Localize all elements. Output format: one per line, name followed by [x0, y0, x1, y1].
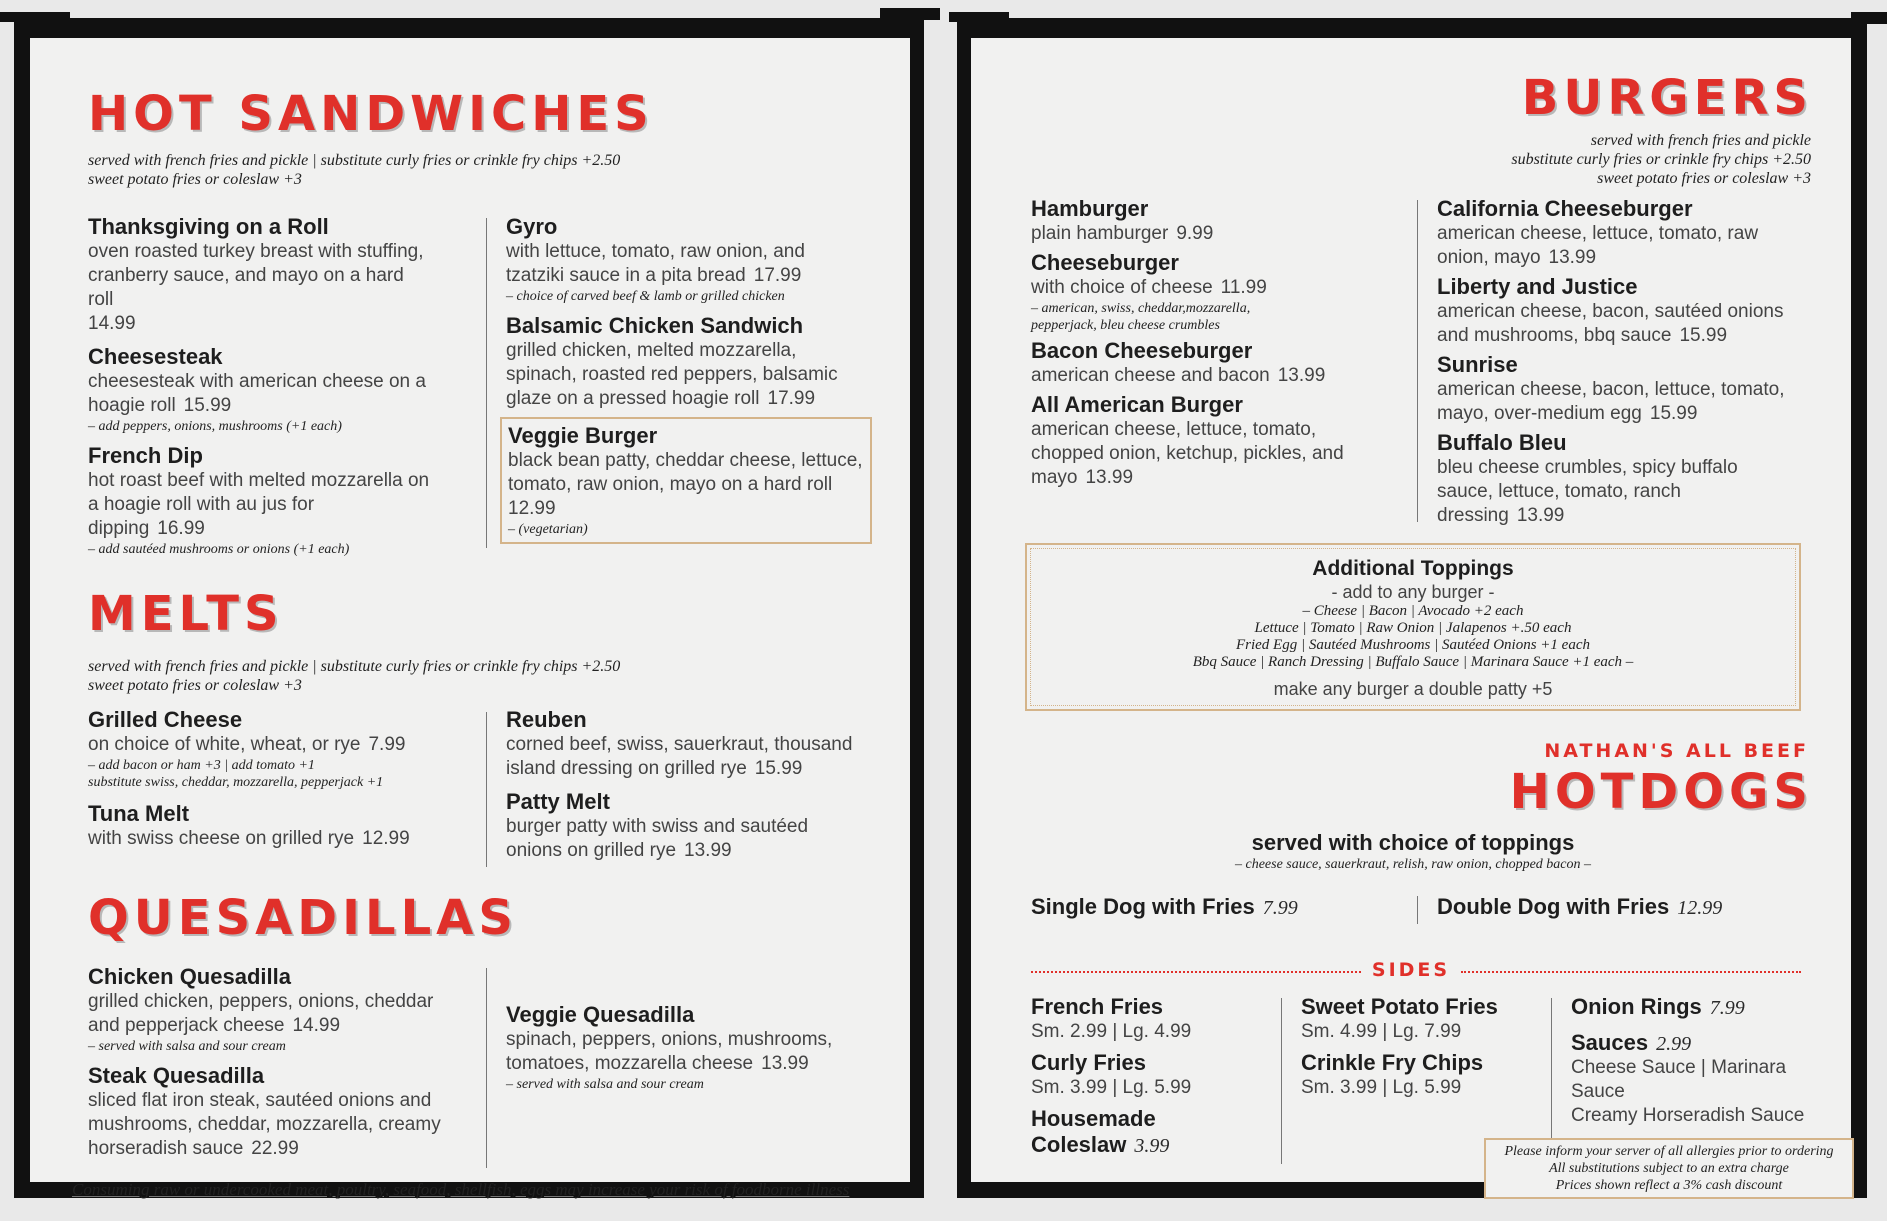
menu-item	[506, 789, 861, 863]
item-name: Tuna Melt	[88, 801, 190, 826]
item-name: Crinkle Fry Chips	[1301, 1050, 1484, 1075]
side-item	[1031, 1050, 1271, 1100]
item-name: All American Burger	[1031, 392, 1243, 417]
item-name: Curly Fries	[1031, 1050, 1146, 1075]
allergy-disclaimer-box	[1484, 1138, 1854, 1199]
double-dog-item	[1437, 894, 1722, 920]
desc-text: bleu cheese crumbles, spicy buffalo sauce, lettuce, tomato, ranch dressing	[1437, 457, 1738, 526]
note-line: substitute curly fries or crinkle fry chips +2.50	[1511, 151, 1811, 168]
sides-divider-left	[1031, 971, 1361, 973]
item-name: Onion Rings	[1571, 994, 1702, 1019]
sandwich-col-right	[506, 214, 861, 544]
quesadillas-title: QUESADILLAS	[88, 890, 518, 946]
item-name: Steak Quesadilla	[88, 1063, 265, 1088]
toppings-title: Additional Toppings	[1312, 557, 1514, 580]
double-patty-note: make any burger a double patty +5	[1273, 679, 1553, 699]
desc-text: spinach, peppers, onions, mushrooms, tomatoes, mozzarella cheese	[506, 1029, 833, 1074]
disclaimer-line: All substitutions subject to an extra charge	[1549, 1161, 1789, 1176]
item-price: 15.99	[754, 758, 803, 779]
item-desc	[1031, 276, 1376, 300]
toppings-line: – Cheese | Bacon | Avocado +2 each	[1302, 603, 1524, 619]
desc-text: grilled chicken, melted mozzarella, spinach, roasted red peppers, balsamic glaze on a pressed hoagie roll	[506, 340, 838, 409]
menu-item	[1031, 392, 1376, 490]
item-price: 15.99	[1679, 325, 1728, 346]
menu-item	[1437, 196, 1797, 270]
column-divider	[1417, 200, 1418, 522]
sides-col-2	[1301, 994, 1541, 1100]
item-note: – add peppers, onions, mushrooms (+1 each)	[88, 419, 342, 434]
item-desc	[506, 815, 861, 863]
item-desc	[88, 990, 448, 1038]
burgers-col-left	[1031, 196, 1376, 490]
menu-item	[1437, 430, 1797, 528]
brush-stroke	[0, 12, 70, 22]
menu-item	[506, 214, 861, 305]
item-desc	[1031, 418, 1376, 490]
item-name: Patty Melt	[506, 789, 610, 814]
item-name: Coleslaw	[1031, 1132, 1127, 1157]
item-price: 3.99	[1134, 1135, 1170, 1157]
desc-text: corned beef, swiss, sauerkraut, thousand island dressing on grilled rye	[506, 734, 853, 779]
item-desc	[1437, 456, 1797, 528]
item-note: – served with salsa and sour cream	[88, 1039, 286, 1054]
side-item	[1031, 1106, 1271, 1158]
item-price: 11.99	[1220, 277, 1267, 298]
sandwich-col-left	[88, 214, 433, 558]
hot-sandwiches-note	[88, 151, 620, 189]
item-price: 15.99	[1649, 403, 1698, 424]
item-note: – choice of carved beef & lamb or grilled chicken	[506, 289, 785, 304]
item-name: Housemade	[1031, 1106, 1156, 1131]
left-menu-page	[14, 18, 924, 1198]
item-price: 13.99	[1277, 365, 1326, 386]
desc-text: american cheese, bacon, lettuce, tomato, mayo, over-medium egg	[1437, 379, 1785, 424]
item-name: Veggie Quesadilla	[506, 1002, 695, 1027]
item-name: Sweet Potato Fries	[1301, 994, 1498, 1019]
item-name: Hamburger	[1031, 196, 1149, 221]
foodborne-warning: Consuming raw or undercooked meat, poultry, seafood, shellfish, eggs may increase your risk of foodborne illness	[72, 1180, 850, 1199]
menu-item	[1437, 274, 1797, 348]
desc-text: hot roast beef with melted mozzarella on a hoagie roll with au jus for dipping	[88, 470, 430, 539]
item-desc	[88, 733, 448, 757]
item-desc	[506, 1028, 861, 1076]
sides-col-1	[1031, 994, 1271, 1158]
note-line: served with french fries and pickle	[1590, 132, 1811, 149]
melts-col-left	[88, 707, 448, 851]
item-name: Cheesesteak	[88, 344, 223, 369]
item-price: 17.99	[753, 265, 802, 286]
column-divider	[486, 968, 487, 1168]
item-name: French Dip	[88, 443, 203, 468]
item-name: Sauces	[1571, 1030, 1649, 1055]
item-price: 12.99	[508, 498, 556, 519]
desc-text: on choice of white, wheat, or rye	[88, 734, 361, 755]
menu-item	[1031, 250, 1376, 334]
item-desc	[1437, 300, 1797, 348]
burgers-title: BURGERS	[1521, 70, 1813, 126]
menu-item	[88, 707, 448, 791]
menu-item	[506, 1002, 861, 1093]
quesadillas-col-right	[506, 1002, 861, 1093]
item-desc	[88, 469, 433, 541]
desc-text: american cheese, bacon, sautéed onions and mushrooms, bbq sauce	[1437, 301, 1784, 346]
toppings-line: Fried Egg | Sautéed Mushrooms | Sautéed Onions +1 each	[1235, 637, 1590, 653]
item-desc	[1437, 378, 1797, 426]
item-name: Buffalo Bleu	[1437, 430, 1567, 455]
single-dog-item	[1031, 894, 1298, 920]
sides-title: SIDES	[1371, 959, 1451, 981]
item-price: 2.99	[1656, 1033, 1692, 1055]
note-line: sweet potato fries or coleslaw +3	[88, 677, 302, 694]
item-desc	[1031, 222, 1376, 246]
item-price: 13.99	[1516, 505, 1565, 526]
desc-text: with swiss cheese on grilled rye	[88, 828, 355, 849]
menu-item	[88, 214, 433, 336]
disclaimer-line: Prices shown reflect a 3% cash discount	[1555, 1178, 1783, 1193]
item-desc	[506, 339, 861, 411]
item-price: 12.99	[1677, 897, 1723, 919]
note-line: served with french fries and pickle | substitute curly fries or crinkle fry chips +2.50	[88, 152, 621, 169]
sides-divider-right	[1461, 971, 1801, 973]
item-name: Thanksgiving on a Roll	[88, 214, 329, 239]
desc-text: black bean patty, cheddar cheese, lettuce, tomato, raw onion, mayo on a hard roll	[508, 450, 863, 495]
item-name: Double Dog with Fries	[1437, 894, 1670, 919]
item-price: 14.99	[292, 1015, 341, 1036]
item-note: – add sautéed mushrooms or onions (+1 each)	[88, 542, 350, 557]
toppings-line: Lettuce | Tomato | Raw Onion | Jalapenos +.50 each	[1254, 620, 1572, 636]
veggie-burger-highlight-box	[500, 417, 872, 544]
item-desc	[88, 240, 433, 336]
item-price: 7.99	[1262, 897, 1298, 919]
hotdogs-toppings: – cheese sauce, sauerkraut, relish, raw onion, chopped bacon –	[1234, 857, 1592, 872]
item-desc	[88, 827, 448, 851]
toppings-subtitle: - add to any burger -	[1331, 582, 1495, 602]
hotdog-toppings-info	[1025, 830, 1801, 873]
desc-text: with choice of cheese	[1031, 277, 1213, 298]
item-price: 14.99	[88, 313, 136, 334]
right-menu-page	[957, 18, 1867, 1198]
item-desc	[506, 733, 861, 781]
menu-item	[1437, 352, 1797, 426]
item-price: 22.99	[251, 1138, 299, 1159]
desc-text: grilled chicken, peppers, onions, cheddar and pepperjack cheese	[88, 991, 434, 1036]
item-name: Grilled Cheese	[88, 707, 243, 732]
item-price: 12.99	[362, 828, 410, 849]
menu-item	[1031, 338, 1376, 388]
menu-item	[88, 1063, 448, 1161]
item-price: 13.99	[1085, 467, 1134, 488]
side-item	[1571, 994, 1831, 1020]
note-line: served with french fries and pickle | substitute curly fries or crinkle fry chips +2.50	[88, 658, 621, 675]
item-name: Single Dog with Fries	[1031, 894, 1255, 919]
hotdogs-kicker: NATHAN'S ALL BEEF	[1544, 740, 1809, 762]
item-price: 17.99	[767, 388, 816, 409]
column-divider	[486, 218, 487, 548]
burgers-col-right	[1437, 196, 1797, 528]
burgers-note	[1511, 131, 1811, 188]
item-prices: Sm. 3.99 | Lg. 5.99	[1031, 1077, 1192, 1098]
item-note: – (vegetarian)	[508, 522, 588, 537]
sauce-list: Creamy Horseradish Sauce	[1571, 1105, 1805, 1126]
desc-text: oven roasted turkey breast with stuffing, cranberry sauce, and mayo on a hard roll	[88, 241, 424, 310]
quesadillas-col-left	[88, 964, 448, 1161]
item-name: Cheeseburger	[1031, 250, 1179, 275]
brush-stroke	[949, 12, 1009, 22]
menu-item	[88, 964, 448, 1055]
column-divider	[1417, 896, 1418, 924]
item-name: Gyro	[506, 214, 558, 239]
column-divider	[1281, 998, 1282, 1164]
desc-text: american cheese, lettuce, tomato, chopped onion, ketchup, pickles, and mayo	[1031, 419, 1344, 488]
toppings-line: Bbq Sauce | Ranch Dressing | Buffalo Sauce | Marinara Sauce +1 each –	[1192, 654, 1634, 670]
menu-item	[88, 443, 433, 558]
sauce-list: Cheese Sauce | Marinara Sauce	[1571, 1057, 1787, 1102]
item-desc	[88, 370, 433, 418]
menu-item	[506, 707, 861, 781]
item-prices: Sm. 3.99 | Lg. 5.99	[1301, 1077, 1462, 1098]
desc-text: burger patty with swiss and sautéed onions on grilled rye	[506, 816, 809, 861]
item-price: 15.99	[183, 395, 232, 416]
menu-item	[88, 801, 448, 851]
item-desc	[1031, 364, 1376, 388]
hot-sandwiches-title: HOT SANDWICHES	[88, 86, 654, 142]
note-line: sweet potato fries or coleslaw +3	[88, 171, 302, 188]
desc-text: plain hamburger	[1031, 223, 1169, 244]
menu-item	[506, 313, 861, 411]
item-price: 13.99	[761, 1053, 809, 1074]
item-price: 16.99	[157, 518, 205, 539]
brush-stroke	[880, 8, 940, 20]
side-item	[1571, 1030, 1831, 1128]
desc-text: american cheese and bacon	[1031, 365, 1270, 386]
item-desc	[508, 449, 864, 521]
item-prices: Sm. 4.99 | Lg. 7.99	[1301, 1021, 1462, 1042]
item-desc	[506, 240, 861, 288]
item-note: – served with salsa and sour cream	[506, 1077, 704, 1092]
hotdogs-title: HOTDOGS	[1509, 764, 1813, 820]
item-name: Veggie Burger	[508, 423, 658, 448]
desc-text: american cheese, lettuce, tomato, raw onion, mayo	[1437, 223, 1759, 268]
side-item	[1301, 1050, 1541, 1100]
desc-text: cheesesteak with american cheese on a hoagie roll	[88, 371, 426, 416]
additional-toppings-box	[1025, 543, 1801, 711]
note-line: sweet potato fries or coleslaw +3	[1597, 170, 1811, 187]
item-price: 13.99	[1548, 247, 1597, 268]
side-item	[1301, 994, 1541, 1044]
side-item	[1031, 994, 1271, 1044]
item-price: 7.99	[1709, 997, 1745, 1019]
item-price: 7.99	[368, 734, 406, 755]
sides-col-3	[1571, 994, 1831, 1128]
item-name: Sunrise	[1437, 352, 1518, 377]
item-note: substitute swiss, cheddar, mozzarella, pepperjack +1	[88, 775, 384, 790]
menu-item	[1031, 196, 1376, 246]
item-name: Reuben	[506, 707, 587, 732]
item-desc	[88, 1089, 448, 1161]
desc-text: with lettuce, tomato, raw onion, and tzatziki sauce in a pita bread	[506, 241, 805, 286]
item-desc	[1437, 222, 1797, 270]
item-note: – american, swiss, cheddar,mozzarella, pepperjack, bleu cheese crumbles	[1031, 301, 1251, 333]
item-name: California Cheeseburger	[1437, 196, 1693, 221]
item-name: Liberty and Justice	[1437, 274, 1638, 299]
desc-text: sliced flat iron steak, sautéed onions and mushrooms, cheddar, mozzarella, creamy horseradish sauce	[88, 1090, 441, 1159]
item-name: Chicken Quesadilla	[88, 964, 291, 989]
melts-note	[88, 657, 620, 695]
item-price: 9.99	[1176, 223, 1214, 244]
melts-col-right	[506, 707, 861, 863]
disclaimer-line: Please inform your server of all allergies prior to ordering	[1504, 1144, 1834, 1159]
item-note: – add bacon or ham +3 | add tomato +1	[88, 758, 315, 773]
hotdogs-served: served with choice of toppings	[1251, 830, 1575, 855]
item-prices: Sm. 2.99 | Lg. 4.99	[1031, 1021, 1192, 1042]
item-name: French Fries	[1031, 994, 1164, 1019]
item-price: 13.99	[684, 840, 732, 861]
brush-stroke	[1851, 12, 1887, 24]
melts-title: MELTS	[88, 586, 284, 642]
menu-item	[88, 344, 433, 435]
column-divider	[486, 712, 487, 867]
item-name: Bacon Cheeseburger	[1031, 338, 1253, 363]
item-name: Balsamic Chicken Sandwich	[506, 313, 804, 338]
